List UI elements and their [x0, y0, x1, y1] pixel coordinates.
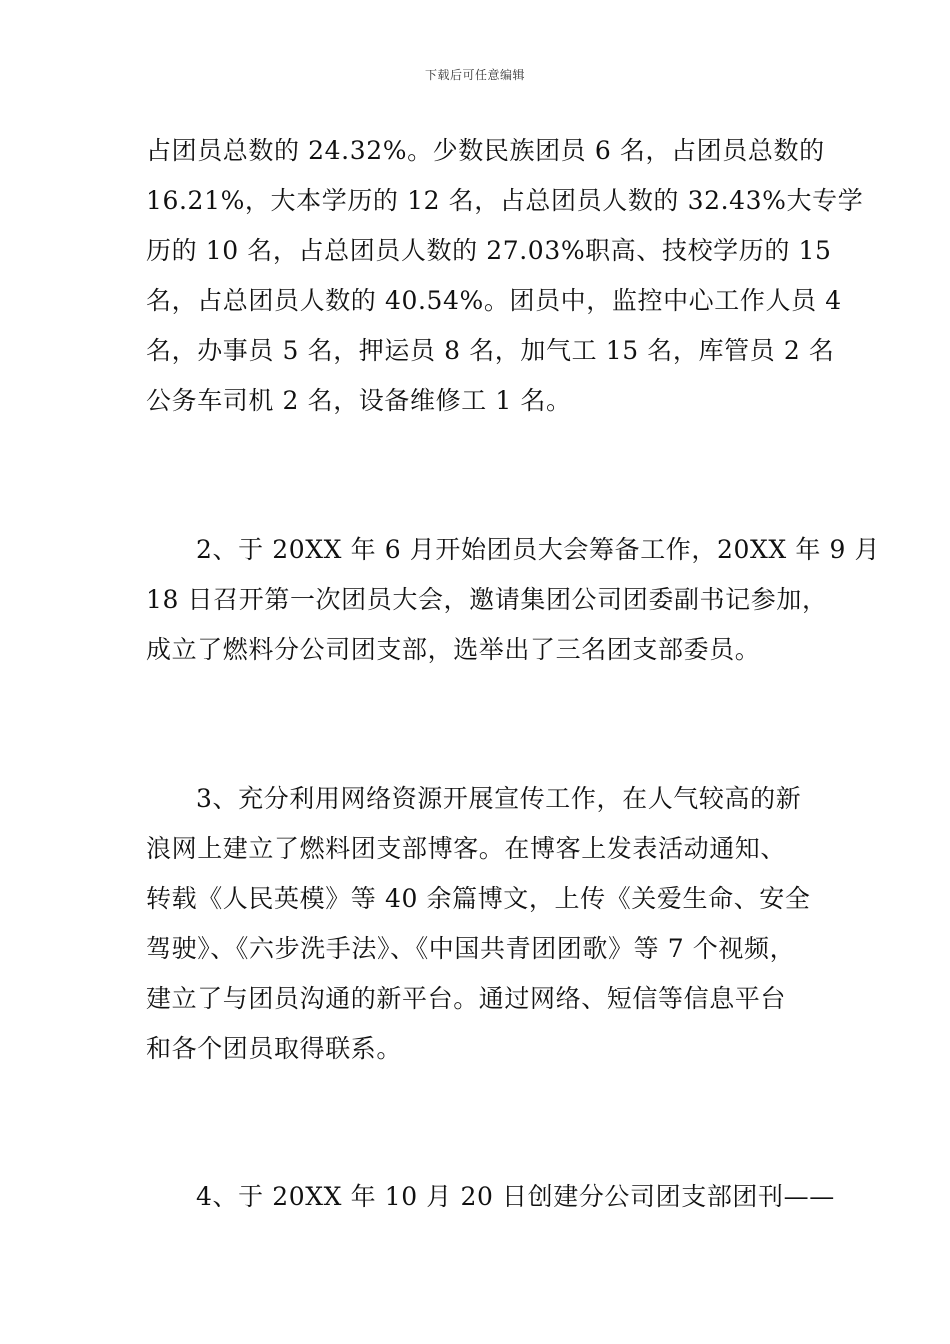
text-line: 成立了燃料分公司团支部，选举出了三名团支部委员。 [146, 635, 761, 664]
text-line: 历的 10 名，占总团员人数的 27.03%职高、技校学历的 15 [146, 236, 832, 265]
text-line: 18 日召开第一次团员大会，邀请集团公司团委副书记参加， [146, 585, 828, 614]
text-line: 3、充分利用网络资源开展宣传工作，在人气较高的新 [196, 784, 802, 813]
text-line: 驾驶》、《六步洗手法》、《中国共青团团歌》等 7 个视频， [146, 934, 796, 963]
text-line: 浪网上建立了燃料团支部博客。在博客上发表活动通知、 [146, 834, 787, 863]
text-line: 名，办事员 5 名，押运员 8 名，加气工 15 名，库管员 2 名 [146, 336, 835, 365]
text-line: 名，占总团员人数的 40.54%。团员中，监控中心工作人员 4 [146, 286, 842, 315]
text-line: 公务车司机 2 名，设备维修工 1 名。 [146, 386, 572, 415]
text-line: 2、于 20XX 年 6 月开始团员大会筹备工作，20XX 年 9 月 [196, 535, 881, 564]
text-line: 转载《人民英模》等 40 余篇博文，上传《关爱生命、安全 [146, 884, 811, 913]
text-line: 4、于 20XX 年 10 月 20 日创建分公司团支部团刊—— [196, 1182, 835, 1211]
text-line: 16.21%，大本学历的 12 名，占总团员人数的 32.43%大专学 [146, 186, 864, 215]
text-line: 建立了与团员沟通的新平台。通过网络、短信等信息平台 [146, 984, 787, 1013]
text-line: 占团员总数的 24.32%。少数民族团员 6 名，占团员总数的 [146, 136, 825, 165]
page-header: 下载后可任意编辑 [424, 68, 525, 82]
text-line: 和各个团员取得联系。 [146, 1034, 403, 1063]
